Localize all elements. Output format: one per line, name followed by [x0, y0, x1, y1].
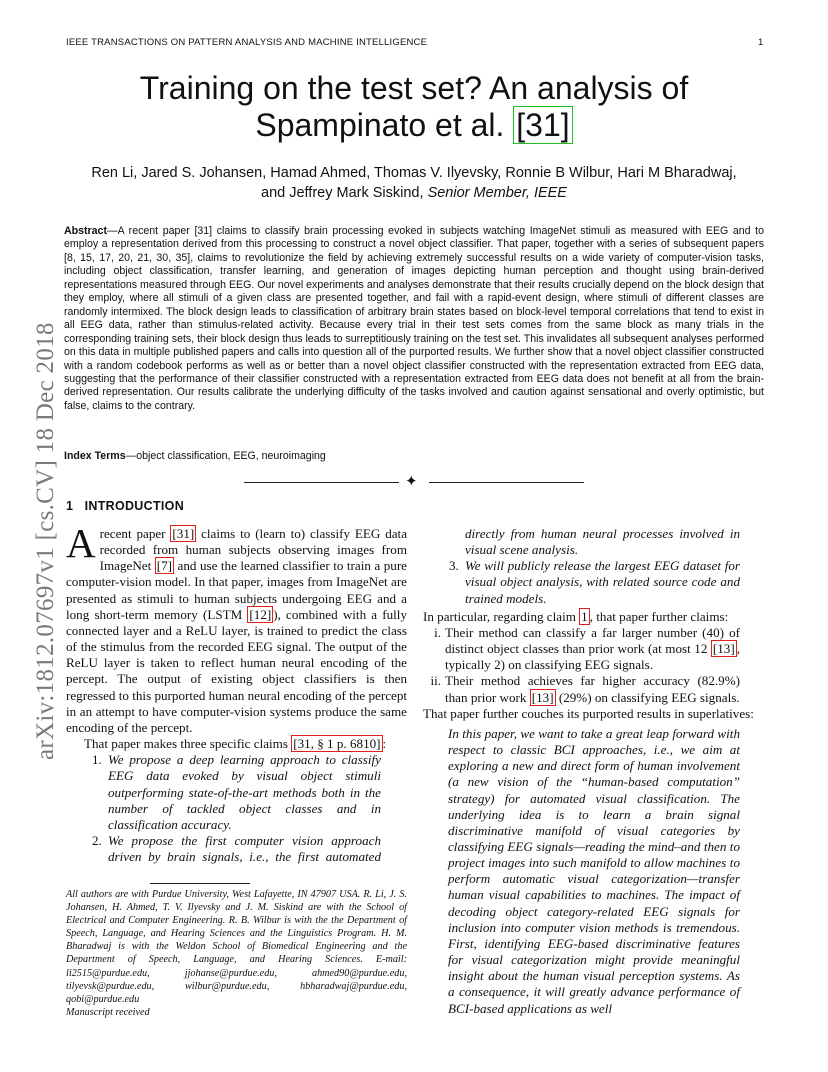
intro-paragraph-2: That paper makes three specific claims [31, § 1 p. 6810] :	[84, 736, 387, 752]
block-quote: In this paper, we want to take a great leap forward with respect to classic BCI approaches, i.e., we aim at exploring a new and direct form of human involvement (a new vision of the “human-based computation” strategy) for automated visual classification. The underlying idea is to learn a brain signal discriminative manifold of visual categories by classifying EEG signals—reading the mind–and then to project images into such manifold to allow machines to perform automatic visual categorization—transfer human visual capabilities to machines. The impact of decoding object category-related EEG signals for inclusion into computer vision methods is tremendous. First, identifying EEG-based discriminative features for visual categorization might provide meaningful insight about the human visual perception systems. As a consequence, it will greatly advance performance of BCI-based applications as well	[448, 725, 740, 1016]
claim-item: 1. We propose a deep learning approach to classify EEG data evoked by visual object stimuli outperforming state-of-the-art methods both in the number of tackled object classes and in classification accuracy.	[92, 752, 381, 832]
arxiv-stamp: arXiv:1812.07697v1 [cs.CV] 18 Dec 2018	[32, 322, 59, 760]
divider-ornament-icon: ✦	[405, 472, 418, 490]
abstract-label: Abstract	[64, 225, 107, 237]
index-terms	[64, 450, 326, 462]
journal-header: IEEE TRANSACTIONS ON PATTERN ANALYSIS AND MACHINE INTELLIGENCE	[66, 37, 428, 48]
abstract	[64, 225, 764, 413]
subclaims-list	[423, 625, 766, 706]
author-role: Senior Member, IEEE	[427, 185, 567, 201]
title-line-2: Spampinato et al.	[255, 107, 514, 143]
subclaim-item: i. Their method can classify a far larger number (40) of distinct object classes than prior work (at most 12 [13] , typically 2) on classifying EEG signals.	[434, 624, 740, 673]
abstract-text: —A recent paper [31] claims to classify brain processing evoked in subjects watching ImageNet stimuli as measured with EEG and to employ a representation derived from this processing to construct a novel object classifier. That paper, together with a series of subsequent papers [8, 15, 17, 20, 21, 30, 35], claims to revolutionize the field by achieving extremely successful results on a wide variety of computer-vision tasks, including object classification, transfer learning, and generation of images depicting human perception and thought using brain-derived representations measured through EEG. Our novel experiments and analyses demonstrate that their results crucially depend on the block design that they employ, where all stimuli of a given class are presented together, and fail with a rapid-event design, where stimuli of different classes are randomly intermixed. The block design leads to classification of arbitrary brain states based on block-level temporal correlations that tend to exist in all EEG data, rather than stimulus-related activity. Because every trial in their test sets comes from the same block as many trials in the corresponding training sets, their block design thus leads to surreptitiously training on the test set. This invalidates all subsequent analyses performed on this data in multiple published papers and calls into question all of the purported results. We further show that a novel object classifier constructed with a random codebook performs as well as or better than a novel object classifier constructed with the representation extracted from EEG data, suggesting that the performance of their classifier constructed with a representation extracted from EEG data does not benefit at all from the brain-derived representation. Our results calibrate the underlying difficulty of the tasks involved and caution against sensational and overly optimistic, but false, claims to the contrary.	[64, 225, 764, 412]
authors-line-1: Ren Li, Jared S. Johansen, Hamad Ahmed, Thomas V. Ilyevsky, Ronnie B Wilbur, Hari M Bharadwaj,	[91, 165, 737, 181]
footnote-rule	[150, 883, 250, 884]
right-column	[423, 526, 766, 1017]
cite-link-13[interactable]: [13]	[531, 689, 554, 705]
paper-title	[80, 70, 748, 144]
cite-link-7[interactable]: [7]	[156, 558, 173, 574]
authors-line-2: and Jeffrey Mark Siskind,	[261, 185, 428, 201]
section-heading	[66, 499, 184, 513]
dropcap: A	[66, 520, 96, 566]
section-number: 1	[66, 499, 74, 513]
intro-paragraph-4: That paper further couches its purported results in superlatives:	[423, 705, 754, 721]
section-title: INTRODUCTION	[84, 499, 185, 513]
claim-item: 3. We will publicly release the largest EEG dataset for visual object analysis, with related source code and trained models.	[449, 558, 740, 606]
cite-link-31-section[interactable]: [31, § 1 p. 6810]	[293, 736, 381, 752]
claim-2-tail: directly from human neural processes involved in visual scene analysis.	[465, 526, 740, 558]
author-affiliation-footnote: All authors are with Purdue University, West Lafayette, IN 47907 USA. R. Li, J. S. Johansen, H. Ahmed, T. V. Ilyevsky and J. M. Siskind are with the School of Electrical and Computer Engineering. R. B. Wilbur is with the the Department of Speech, Language, and Hearing Sciences and the Linguistics Program. H. M. Bharadwaj is with the Weldon School of Biomedical Engineering and the Department of Speech, Language, and Hearing Sciences. E-mail: li2515@purdue.edu, jjohanse@purdue.edu, ahmed90@purdue.edu, tilyevsk@purdue.edu, wilbur@purdue.edu, hbharadwaj@purdue.edu, qobi@purdue.edu Manuscript received	[66, 889, 407, 1018]
author-list	[70, 163, 758, 203]
title-citation-link[interactable]: [31]	[513, 106, 572, 144]
intro-paragraph-1: A recent paper [31] claims to (learn to) classify EEG data recorded from human subjects observing images from ImageNet [7] and use the learned classifier to train a pure computer-vision model. In that paper, images from ImageNet are presented as stimuli to human subjects undergoing EEG and a long short-term memory (LSTM [12] ), combined with a fully connected layer and a ReLU layer, is trained to predict the class of the stimulus from the recorded EEG signal. The output of the ReLU layer is taken to reflect human neural encoding of the percept. The output of existing object classifiers is then regressed to this purported human neural encoding of the percept in an attempt to have computer-vision systems produce the same encoding of the percept.	[66, 520, 407, 735]
claim-item: 2. We propose the first computer vision approach driven by brain signals, i.e., the first automated	[92, 832, 381, 865]
title-line-1: Training on the test set? An analysis of	[139, 70, 689, 106]
intro-paragraph-3: In particular, regarding claim 1 , that paper further claims:	[423, 608, 729, 624]
cite-link-12[interactable]: [12]	[249, 606, 272, 622]
claim-ref-link[interactable]: 1	[581, 608, 588, 624]
index-terms-text: —object classification, EEG, neuroimaging	[125, 450, 326, 462]
page-number: 1	[758, 37, 764, 48]
claim-item-continued	[423, 526, 766, 558]
cite-link-13[interactable]: [13]	[712, 641, 735, 657]
cite-link-31[interactable]: [31]	[172, 526, 195, 541]
left-column	[66, 520, 407, 865]
manuscript-received: Manuscript received	[66, 1006, 150, 1018]
claims-list	[66, 752, 407, 865]
index-terms-label: Index Terms	[64, 450, 126, 462]
claims-list-continued	[423, 526, 766, 607]
section-divider	[244, 472, 584, 490]
subclaim-item: ii. Their method achieves far higher accuracy (82.9%) than prior work [13] (29%) on classifying EEG signals.	[430, 673, 740, 705]
